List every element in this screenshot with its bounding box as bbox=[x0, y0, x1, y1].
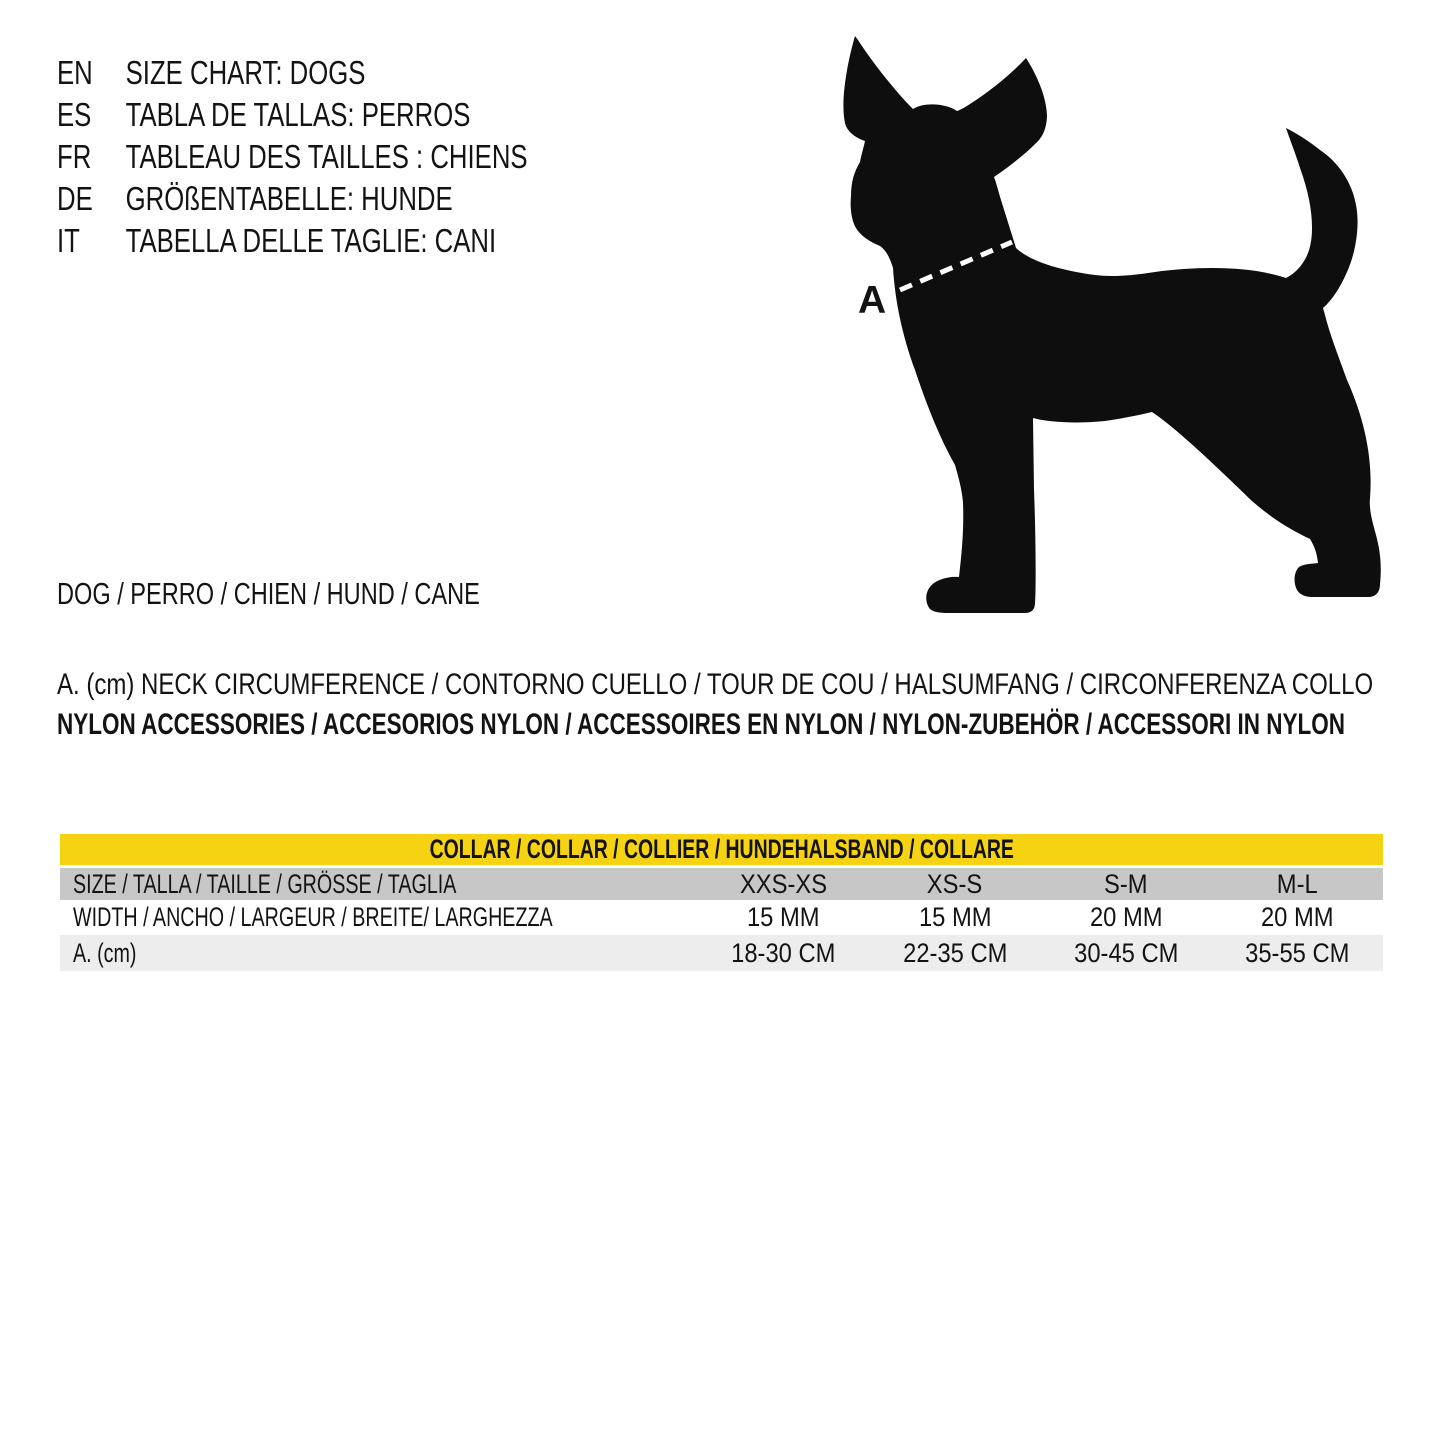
language-row bbox=[57, 178, 660, 220]
language-title: GRÖßENTABELLE: HUNDE bbox=[125, 180, 453, 217]
neck-value-cell: 18-30 CM bbox=[731, 937, 836, 968]
size-value-cell: XXS-XS bbox=[740, 868, 828, 899]
table-title-bar bbox=[60, 834, 1383, 865]
table-row-size bbox=[60, 868, 1383, 900]
language-title: TABLA DE TALLAS: PERROS bbox=[125, 96, 471, 133]
language-list bbox=[57, 52, 660, 262]
size-value-cell: M-L bbox=[1276, 868, 1318, 899]
width-value-cell: 15 MM bbox=[918, 902, 992, 932]
row-label-cell: A. (cm) bbox=[73, 937, 137, 968]
dog-caption: DOG / PERRO / CHIEN / HUND / CANE bbox=[57, 576, 480, 611]
language-code: ES bbox=[57, 96, 92, 133]
width-value-cell: 20 MM bbox=[1089, 902, 1163, 932]
neck-value-cell: 35-55 CM bbox=[1245, 937, 1350, 968]
language-row bbox=[57, 220, 660, 262]
neck-value-cell: 30-45 CM bbox=[1073, 937, 1179, 968]
width-value-cell: 20 MM bbox=[1261, 902, 1334, 932]
width-value-cell: 15 MM bbox=[747, 902, 820, 932]
language-code: IT bbox=[57, 222, 80, 259]
dog-figure bbox=[820, 20, 1420, 635]
language-code: FR bbox=[57, 138, 92, 175]
language-title: TABELLA DELLE TAGLIE: CANI bbox=[125, 222, 497, 259]
table-title: COLLAR / COLLAR / COLLIER / HUNDEHALSBAND / COLLARE bbox=[429, 834, 1014, 864]
material-note: NYLON ACCESSORIES / ACCESORIOS NYLON / ACCESSOIRES EN NYLON / NYLON-ZUBEHÖR / ACCESSORI IN NYLON bbox=[57, 708, 1346, 741]
measure-point-label: A bbox=[858, 279, 887, 322]
table-row-width bbox=[60, 900, 1383, 935]
size-value-cell: XS-S bbox=[927, 868, 983, 899]
language-row bbox=[57, 52, 660, 94]
language-title: TABLEAU DES TAILLES : CHIENS bbox=[125, 138, 528, 175]
language-code: DE bbox=[57, 180, 93, 217]
neck-circumference-note: A. (cm) NECK CIRCUMFERENCE / CONTORNO CUELLO / TOUR DE COU / HALSUMFANG / CIRCONFERENZA COLLO bbox=[57, 668, 1374, 701]
language-title: SIZE CHART: DOGS bbox=[125, 54, 366, 91]
size-value-cell: S-M bbox=[1104, 868, 1148, 899]
row-label-cell: SIZE / TALLA / TAILLE / GRÖSSE / TAGLIA bbox=[73, 868, 457, 899]
neck-value-cell: 22-35 CM bbox=[902, 937, 1008, 968]
language-row bbox=[57, 94, 660, 136]
table-row-neck bbox=[60, 935, 1383, 971]
collar-size-table bbox=[60, 834, 1383, 971]
language-row bbox=[57, 136, 660, 178]
language-code: EN bbox=[57, 54, 93, 91]
dog-silhouette-icon bbox=[843, 36, 1380, 613]
row-label-cell: WIDTH / ANCHO / LARGEUR / BREITE/ LARGHEZZA bbox=[73, 902, 553, 932]
